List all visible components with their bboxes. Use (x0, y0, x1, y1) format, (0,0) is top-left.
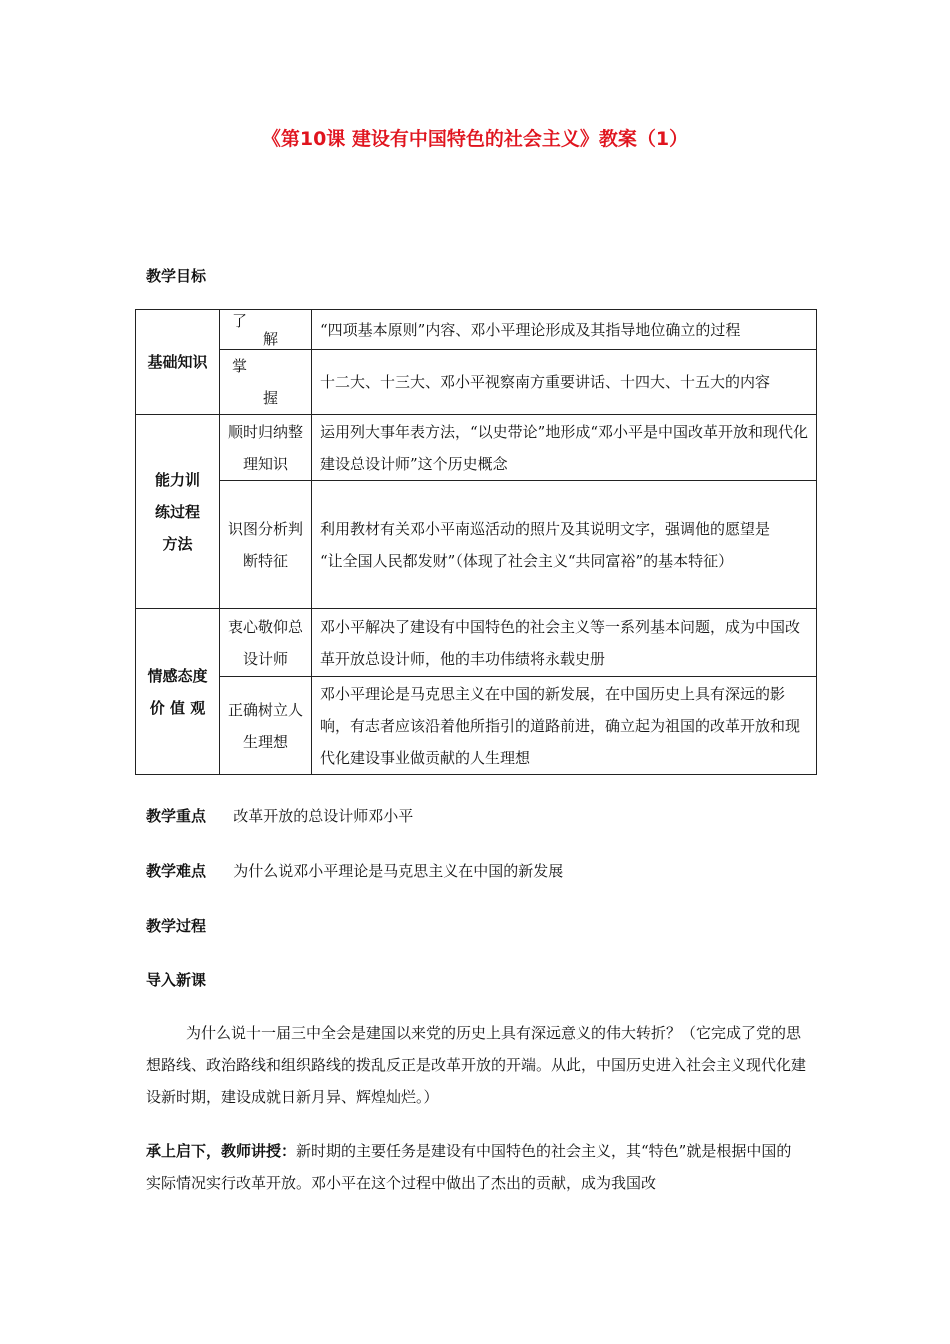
transition-lead: 承上启下，教师讲授： (146, 1142, 297, 1160)
desc-ideals: 邓小平理论是马克思主义在中国的新发展，在中国历史上具有深远的影响，有志者应该沿着他所指引的道路前进，确立起为祖国的改革开放和现代化建设事业做贡献的人生理想 (312, 677, 817, 775)
transition-text: 新时期的主要任务是建设有中国特色的社会主义，其“特色”就是根据中国的实际情况实行改革开放。邓小平在这个过程中做出了杰出的贡献，成为我国改 (146, 1142, 792, 1192)
objectives-heading: 教学目标 (146, 267, 207, 285)
sub-master: 掌 握 (220, 350, 312, 415)
difficulty-label: 教学难点 (146, 862, 207, 880)
category-emotion-values: 情感态度价 值 观 (136, 609, 220, 775)
desc-master: 十二大、十三大、邓小平视察南方重要讲话、十四大、十五大的内容 (312, 350, 817, 415)
difficulty-text: 为什么说邓小平理论是马克思主义在中国的新发展 (233, 862, 564, 880)
sub-image-analysis: 识图分析判断特征 (220, 481, 312, 609)
sub-ideals: 正确树立人生理想 (220, 677, 312, 775)
desc-chronological: 运用列大事年表方法，“以史带论”地形成“邓小平是中国改革开放和现代化建设总设计师”这个历史概念 (312, 415, 817, 481)
key-point-label: 教学重点 (146, 807, 207, 825)
intro-heading: 导入新课 (146, 971, 207, 989)
category-basic-knowledge: 基础知识 (136, 310, 220, 415)
key-point (146, 805, 413, 826)
desc-understand: “四项基本原则”内容、邓小平理论形成及其指导地位确立的过程 (312, 310, 817, 350)
sub-chronological: 顺时归纳整理知识 (220, 415, 312, 481)
desc-admire: 邓小平解决了建设有中国特色的社会主义等一系列基本问题，成为中国改革开放总设计师，他的丰功伟绩将永载史册 (312, 609, 817, 677)
desc-image-analysis: 利用教材有关邓小平南巡活动的照片及其说明文字，强调他的愿望是 “让全国人民都发财”（体现了社会主义“共同富裕”的基本特征） (312, 481, 817, 609)
difficulty (146, 860, 563, 881)
transition-paragraph (146, 1135, 806, 1199)
sub-understand: 了 解 (220, 310, 312, 350)
intro-paragraph: 为什么说十一届三中全会是建国以来党的历史上具有深远意义的伟大转折？（它完成了党的思想路线、政治路线和组织路线的拨乱反正是改革开放的开端。从此，中国历史进入社会主义现代化建设新时期，建设成就日新月异、辉煌灿烂。） (146, 1024, 807, 1106)
sub-admire: 衷心敬仰总设计师 (220, 609, 312, 677)
category-ability-method: 能力训练过程方法 (136, 415, 220, 609)
key-point-text: 改革开放的总设计师邓小平 (233, 807, 414, 825)
process-heading: 教学过程 (146, 917, 207, 935)
page-title: 《第10课 建设有中国特色的社会主义》教案（1） (261, 128, 689, 150)
objectives-table (135, 309, 817, 775)
